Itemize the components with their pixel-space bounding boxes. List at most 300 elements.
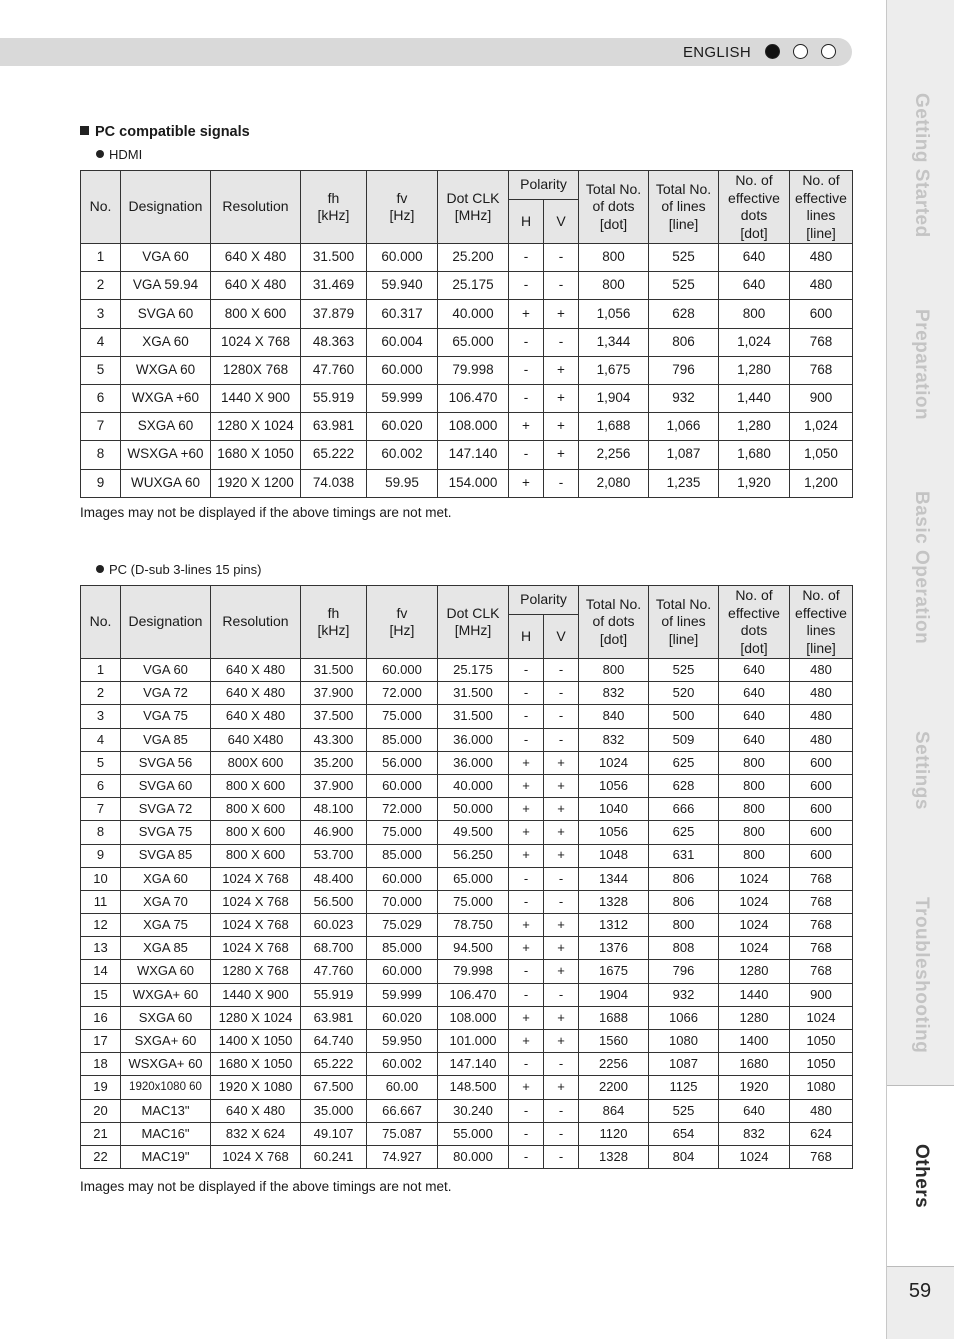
table-cell: - bbox=[544, 728, 579, 751]
dsub-subtitle: PC (D-sub 3-lines 15 pins) bbox=[96, 562, 261, 577]
tab-settings[interactable]: Settings bbox=[911, 730, 932, 810]
table-cell: + bbox=[544, 844, 579, 867]
table-row bbox=[81, 844, 853, 867]
tab-troubleshooting[interactable]: Troubleshooting bbox=[911, 896, 932, 1054]
table-cell: 17 bbox=[81, 1030, 121, 1053]
table-cell: - bbox=[509, 1099, 544, 1122]
table-cell: 47.760 bbox=[301, 960, 367, 983]
table-cell: - bbox=[544, 272, 579, 300]
table-cell: 60.002 bbox=[367, 1053, 438, 1076]
table-cell: 800 bbox=[719, 798, 790, 821]
table-row bbox=[81, 413, 853, 441]
language-label: ENGLISH bbox=[683, 44, 751, 61]
table-cell: SVGA 72 bbox=[121, 798, 211, 821]
table-cell: 36.000 bbox=[438, 728, 509, 751]
table-cell: - bbox=[544, 659, 579, 682]
table-cell: 1688 bbox=[579, 1006, 649, 1029]
table-cell: 2 bbox=[81, 272, 121, 300]
table-cell: - bbox=[509, 728, 544, 751]
table-cell: - bbox=[509, 272, 544, 300]
table-cell: 15 bbox=[81, 983, 121, 1006]
table-cell: 1400 X 1050 bbox=[211, 1030, 301, 1053]
table-cell: 1440 bbox=[719, 983, 790, 1006]
table-cell: VGA 85 bbox=[121, 728, 211, 751]
table-cell: - bbox=[509, 384, 544, 412]
table-cell: - bbox=[509, 441, 544, 469]
table-cell: 1040 bbox=[579, 798, 649, 821]
table-cell: - bbox=[509, 244, 544, 272]
table-cell: 600 bbox=[790, 798, 853, 821]
table-cell: 8 bbox=[81, 821, 121, 844]
table-cell: 1056 bbox=[579, 774, 649, 797]
table-cell: 480 bbox=[790, 682, 853, 705]
header-eff-dots: No. of effective dots [dot] bbox=[719, 171, 790, 244]
table-cell: 1312 bbox=[579, 914, 649, 937]
table-cell: - bbox=[544, 1145, 579, 1168]
table-cell: - bbox=[509, 1122, 544, 1145]
table-cell: 53.700 bbox=[301, 844, 367, 867]
table-cell: - bbox=[544, 1053, 579, 1076]
header-fv: fv [Hz] bbox=[367, 171, 438, 244]
table-cell: VGA 75 bbox=[121, 705, 211, 728]
table-cell: 640 bbox=[719, 728, 790, 751]
table-cell: 600 bbox=[790, 751, 853, 774]
table-row bbox=[81, 705, 853, 728]
table-cell: 65.000 bbox=[438, 867, 509, 890]
table-row bbox=[81, 751, 853, 774]
table-cell: 1904 bbox=[579, 983, 649, 1006]
table-cell: 1328 bbox=[579, 890, 649, 913]
table-cell: 5 bbox=[81, 751, 121, 774]
table-cell: 800 bbox=[719, 774, 790, 797]
table-cell: 25.175 bbox=[438, 272, 509, 300]
table-cell: 800 bbox=[719, 751, 790, 774]
table-cell: - bbox=[544, 705, 579, 728]
table-cell: 1920x1080 60 bbox=[121, 1076, 211, 1099]
table-cell: 75.000 bbox=[367, 705, 438, 728]
table-cell: 64.740 bbox=[301, 1030, 367, 1053]
header-no: No. bbox=[81, 171, 121, 244]
table-cell: 75.000 bbox=[367, 821, 438, 844]
table-cell: 65.222 bbox=[301, 441, 367, 469]
table-cell: SVGA 85 bbox=[121, 844, 211, 867]
page-indicator-dot-filled bbox=[765, 44, 780, 59]
table-cell: 60.000 bbox=[367, 356, 438, 384]
table-cell: - bbox=[509, 1145, 544, 1168]
table-cell: 1,675 bbox=[579, 356, 649, 384]
table-cell: 37.900 bbox=[301, 774, 367, 797]
table-cell: 806 bbox=[649, 328, 719, 356]
table-cell: 1920 X 1080 bbox=[211, 1076, 301, 1099]
table-cell: WXGA 60 bbox=[121, 960, 211, 983]
table-cell: + bbox=[544, 1006, 579, 1029]
table-cell: + bbox=[544, 384, 579, 412]
table-cell: + bbox=[544, 960, 579, 983]
table-cell: 78.750 bbox=[438, 914, 509, 937]
table-cell: 55.919 bbox=[301, 983, 367, 1006]
table-cell: 11 bbox=[81, 890, 121, 913]
table-cell: 480 bbox=[790, 1099, 853, 1122]
bullet-icon bbox=[96, 150, 104, 158]
table-row bbox=[81, 914, 853, 937]
table-cell: 108.000 bbox=[438, 413, 509, 441]
table-row bbox=[81, 441, 853, 469]
table-cell: 4 bbox=[81, 728, 121, 751]
table-cell: 509 bbox=[649, 728, 719, 751]
table-cell: 1344 bbox=[579, 867, 649, 890]
table-cell: 40.000 bbox=[438, 774, 509, 797]
table-cell: 1,087 bbox=[649, 441, 719, 469]
table-cell: 1024 bbox=[719, 937, 790, 960]
table-cell: - bbox=[544, 682, 579, 705]
table-cell: 804 bbox=[649, 1145, 719, 1168]
table-cell: 808 bbox=[649, 937, 719, 960]
header-dotclk: Dot CLK [MHz] bbox=[438, 586, 509, 659]
table-cell: 800 X 600 bbox=[211, 300, 301, 328]
table-cell: 1560 bbox=[579, 1030, 649, 1053]
table-cell: + bbox=[509, 1006, 544, 1029]
table-cell: 832 X 624 bbox=[211, 1122, 301, 1145]
table-cell: 832 bbox=[719, 1122, 790, 1145]
table-cell: 6 bbox=[81, 774, 121, 797]
table-cell: 3 bbox=[81, 300, 121, 328]
table-cell: 800 bbox=[579, 659, 649, 682]
table-cell: 1087 bbox=[649, 1053, 719, 1076]
table-row bbox=[81, 821, 853, 844]
table-row bbox=[81, 1145, 853, 1168]
table-cell: 8 bbox=[81, 441, 121, 469]
header-designation: Designation bbox=[121, 171, 211, 244]
table-cell: 932 bbox=[649, 384, 719, 412]
table-cell: - bbox=[509, 356, 544, 384]
table-cell: 37.900 bbox=[301, 682, 367, 705]
table-cell: 631 bbox=[649, 844, 719, 867]
table-cell: 55.000 bbox=[438, 1122, 509, 1145]
table-cell: XGA 60 bbox=[121, 867, 211, 890]
table-cell: 154.000 bbox=[438, 469, 509, 497]
table-cell: 1920 X 1200 bbox=[211, 469, 301, 497]
table-cell: 1,056 bbox=[579, 300, 649, 328]
table-cell: 85.000 bbox=[367, 937, 438, 960]
table-cell: 625 bbox=[649, 751, 719, 774]
table-cell: 768 bbox=[790, 1145, 853, 1168]
table-row bbox=[81, 300, 853, 328]
table-cell: 31.469 bbox=[301, 272, 367, 300]
table-cell: XGA 60 bbox=[121, 328, 211, 356]
table-cell: 1,920 bbox=[719, 469, 790, 497]
table-cell: 800 bbox=[719, 821, 790, 844]
table-cell: SXGA 60 bbox=[121, 413, 211, 441]
table-cell: 1328 bbox=[579, 1145, 649, 1168]
table-cell: + bbox=[544, 1076, 579, 1099]
table-cell: 1920 bbox=[719, 1076, 790, 1099]
table-cell: 525 bbox=[649, 272, 719, 300]
table-cell: - bbox=[544, 1099, 579, 1122]
table-cell: 800 X 600 bbox=[211, 798, 301, 821]
table-cell: 16 bbox=[81, 1006, 121, 1029]
table-cell: 74.927 bbox=[367, 1145, 438, 1168]
table-cell: 1120 bbox=[579, 1122, 649, 1145]
table-cell: VGA 72 bbox=[121, 682, 211, 705]
table-cell: 35.000 bbox=[301, 1099, 367, 1122]
table-cell: 75.087 bbox=[367, 1122, 438, 1145]
header-no: No. bbox=[81, 586, 121, 659]
table-cell: + bbox=[544, 774, 579, 797]
table-cell: + bbox=[509, 751, 544, 774]
page-indicator-dot bbox=[793, 44, 808, 59]
dsub-note: Images may not be displayed if the above timings are not met. bbox=[80, 1179, 452, 1194]
bullet-icon bbox=[96, 565, 104, 573]
table-cell: 19 bbox=[81, 1076, 121, 1099]
table-cell: + bbox=[544, 937, 579, 960]
table-cell: 1048 bbox=[579, 844, 649, 867]
table-cell: 932 bbox=[649, 983, 719, 1006]
tab-getting-started[interactable]: Getting Started bbox=[911, 92, 932, 238]
table-cell: 22 bbox=[81, 1145, 121, 1168]
table-cell: - bbox=[509, 659, 544, 682]
table-cell: - bbox=[544, 867, 579, 890]
table-cell: 768 bbox=[790, 960, 853, 983]
table-cell: 37.879 bbox=[301, 300, 367, 328]
table-cell: 60.020 bbox=[367, 413, 438, 441]
table-cell: SVGA 56 bbox=[121, 751, 211, 774]
table-cell: 1280 X 1024 bbox=[211, 1006, 301, 1029]
table-cell: + bbox=[509, 413, 544, 441]
table-cell: 480 bbox=[790, 728, 853, 751]
table-cell: 79.998 bbox=[438, 356, 509, 384]
table-cell: WXGA 60 bbox=[121, 356, 211, 384]
table-cell: WSXGA+ 60 bbox=[121, 1053, 211, 1076]
table-cell: 640 bbox=[719, 705, 790, 728]
header-resolution: Resolution bbox=[211, 586, 301, 659]
table-cell: 2256 bbox=[579, 1053, 649, 1076]
header-resolution: Resolution bbox=[211, 171, 301, 244]
table-cell: 106.470 bbox=[438, 983, 509, 1006]
table-cell: 800 X 600 bbox=[211, 774, 301, 797]
table-cell: - bbox=[544, 244, 579, 272]
table-cell: + bbox=[544, 356, 579, 384]
table-cell: 18 bbox=[81, 1053, 121, 1076]
table-cell: 60.023 bbox=[301, 914, 367, 937]
table-cell: 75.029 bbox=[367, 914, 438, 937]
table-cell: 796 bbox=[649, 356, 719, 384]
table-cell: 1680 bbox=[719, 1053, 790, 1076]
table-cell: - bbox=[544, 890, 579, 913]
table-cell: 66.667 bbox=[367, 1099, 438, 1122]
table-cell: 75.000 bbox=[438, 890, 509, 913]
table-cell: 31.500 bbox=[301, 659, 367, 682]
table-cell: 10 bbox=[81, 867, 121, 890]
chapter-tabs bbox=[886, 0, 954, 1339]
table-cell: 6 bbox=[81, 384, 121, 412]
table-cell: 832 bbox=[579, 682, 649, 705]
header-dotclk: Dot CLK [MHz] bbox=[438, 171, 509, 244]
table-cell: 85.000 bbox=[367, 728, 438, 751]
table-cell: 1,680 bbox=[719, 441, 790, 469]
table-cell: 800 X 600 bbox=[211, 821, 301, 844]
table-cell: + bbox=[509, 937, 544, 960]
table-cell: 12 bbox=[81, 914, 121, 937]
table-cell: 68.700 bbox=[301, 937, 367, 960]
table-cell: 640 X 480 bbox=[211, 1099, 301, 1122]
table-cell: WSXGA +60 bbox=[121, 441, 211, 469]
table-cell: + bbox=[509, 774, 544, 797]
table-cell: 640 X 480 bbox=[211, 272, 301, 300]
table-row bbox=[81, 328, 853, 356]
table-cell: 864 bbox=[579, 1099, 649, 1122]
table-cell: 48.400 bbox=[301, 867, 367, 890]
header-fv: fv [Hz] bbox=[367, 586, 438, 659]
table-cell: SVGA 75 bbox=[121, 821, 211, 844]
table-cell: 60.00 bbox=[367, 1076, 438, 1099]
header-total-dots: Total No. of dots [dot] bbox=[579, 171, 649, 244]
table-cell: 1680 X 1050 bbox=[211, 441, 301, 469]
table-row bbox=[81, 937, 853, 960]
table-cell: 800 bbox=[579, 244, 649, 272]
header-v: V bbox=[544, 615, 579, 659]
table-cell: 31.500 bbox=[301, 244, 367, 272]
table-cell: 800 X 600 bbox=[211, 844, 301, 867]
table-cell: MAC19" bbox=[121, 1145, 211, 1168]
tab-basic-operation[interactable]: Basic Operation bbox=[911, 490, 932, 645]
table-cell: 900 bbox=[790, 983, 853, 1006]
tab-others[interactable]: Others bbox=[887, 1085, 954, 1267]
table-cell: 768 bbox=[790, 890, 853, 913]
table-cell: 106.470 bbox=[438, 384, 509, 412]
table-cell: WUXGA 60 bbox=[121, 469, 211, 497]
table-cell: 640 X480 bbox=[211, 728, 301, 751]
table-cell: 806 bbox=[649, 867, 719, 890]
table-cell: 25.175 bbox=[438, 659, 509, 682]
table-cell: 35.200 bbox=[301, 751, 367, 774]
table-cell: 1 bbox=[81, 244, 121, 272]
table-cell: 60.000 bbox=[367, 774, 438, 797]
table-cell: 480 bbox=[790, 272, 853, 300]
table-cell: 1675 bbox=[579, 960, 649, 983]
table-cell: 480 bbox=[790, 659, 853, 682]
table-cell: XGA 75 bbox=[121, 914, 211, 937]
table-cell: 2200 bbox=[579, 1076, 649, 1099]
table-cell: 600 bbox=[790, 844, 853, 867]
table-cell: 9 bbox=[81, 844, 121, 867]
hdmi-signal-table bbox=[80, 170, 853, 498]
table-cell: + bbox=[509, 469, 544, 497]
table-cell: 1,050 bbox=[790, 441, 853, 469]
table-cell: 1280 X 1024 bbox=[211, 413, 301, 441]
table-cell: + bbox=[544, 914, 579, 937]
table-cell: 1050 bbox=[790, 1053, 853, 1076]
hdmi-note: Images may not be displayed if the above timings are not met. bbox=[80, 505, 452, 520]
table-cell: 48.363 bbox=[301, 328, 367, 356]
table-cell: 14 bbox=[81, 960, 121, 983]
table-cell: 70.000 bbox=[367, 890, 438, 913]
header-polarity: Polarity bbox=[509, 171, 579, 200]
dsub-signal-table bbox=[80, 585, 853, 1169]
table-cell: 148.500 bbox=[438, 1076, 509, 1099]
table-cell: - bbox=[544, 328, 579, 356]
table-cell: XGA 70 bbox=[121, 890, 211, 913]
table-cell: 832 bbox=[579, 728, 649, 751]
table-cell: 800X 600 bbox=[211, 751, 301, 774]
table-cell: 1080 bbox=[790, 1076, 853, 1099]
table-cell: 46.900 bbox=[301, 821, 367, 844]
table-cell: XGA 85 bbox=[121, 937, 211, 960]
table-cell: 1440 X 900 bbox=[211, 384, 301, 412]
table-cell: 2 bbox=[81, 682, 121, 705]
table-cell: - bbox=[509, 328, 544, 356]
table-cell: 1,688 bbox=[579, 413, 649, 441]
table-cell: 768 bbox=[790, 937, 853, 960]
table-cell: 1024 X 768 bbox=[211, 867, 301, 890]
table-cell: 1 bbox=[81, 659, 121, 682]
table-cell: 1024 X 768 bbox=[211, 937, 301, 960]
table-cell: 60.020 bbox=[367, 1006, 438, 1029]
table-cell: 840 bbox=[579, 705, 649, 728]
table-cell: 666 bbox=[649, 798, 719, 821]
table-row bbox=[81, 774, 853, 797]
table-cell: MAC13" bbox=[121, 1099, 211, 1122]
table-cell: 796 bbox=[649, 960, 719, 983]
table-cell: 800 bbox=[719, 300, 790, 328]
table-cell: 1,280 bbox=[719, 413, 790, 441]
table-cell: 65.222 bbox=[301, 1053, 367, 1076]
table-cell: 108.000 bbox=[438, 1006, 509, 1029]
table-cell: - bbox=[544, 983, 579, 1006]
table-cell: SXGA+ 60 bbox=[121, 1030, 211, 1053]
table-cell: 48.100 bbox=[301, 798, 367, 821]
table-cell: 640 bbox=[719, 682, 790, 705]
table-row bbox=[81, 1076, 853, 1099]
table-cell: 800 bbox=[579, 272, 649, 300]
square-bullet-icon bbox=[80, 126, 89, 135]
table-cell: 1024 bbox=[790, 1006, 853, 1029]
header-h: H bbox=[509, 200, 544, 244]
table-cell: 800 bbox=[719, 844, 790, 867]
table-cell: 56.000 bbox=[367, 751, 438, 774]
table-cell: - bbox=[509, 1053, 544, 1076]
table-cell: 49.107 bbox=[301, 1122, 367, 1145]
table-cell: 520 bbox=[649, 682, 719, 705]
table-cell: - bbox=[544, 469, 579, 497]
table-cell: 1024 bbox=[719, 890, 790, 913]
table-row bbox=[81, 356, 853, 384]
table-cell: 59.940 bbox=[367, 272, 438, 300]
table-cell: MAC16" bbox=[121, 1122, 211, 1145]
table-cell: 72.000 bbox=[367, 682, 438, 705]
table-cell: 9 bbox=[81, 469, 121, 497]
table-cell: VGA 59.94 bbox=[121, 272, 211, 300]
table-cell: 1024 X 768 bbox=[211, 328, 301, 356]
tab-preparation[interactable]: Preparation bbox=[911, 309, 932, 421]
table-cell: 47.760 bbox=[301, 356, 367, 384]
table-cell: 1050 bbox=[790, 1030, 853, 1053]
table-cell: 768 bbox=[790, 914, 853, 937]
table-row bbox=[81, 244, 853, 272]
table-cell: 4 bbox=[81, 328, 121, 356]
table-row bbox=[81, 1122, 853, 1145]
table-cell: 1280 bbox=[719, 1006, 790, 1029]
table-cell: 60.241 bbox=[301, 1145, 367, 1168]
table-cell: 13 bbox=[81, 937, 121, 960]
table-cell: 640 X 480 bbox=[211, 244, 301, 272]
table-cell: 640 X 480 bbox=[211, 705, 301, 728]
table-cell: - bbox=[509, 867, 544, 890]
table-cell: SVGA 60 bbox=[121, 774, 211, 797]
table-cell: 7 bbox=[81, 798, 121, 821]
table-cell: WXGA +60 bbox=[121, 384, 211, 412]
table-row bbox=[81, 682, 853, 705]
table-cell: 1680 X 1050 bbox=[211, 1053, 301, 1076]
